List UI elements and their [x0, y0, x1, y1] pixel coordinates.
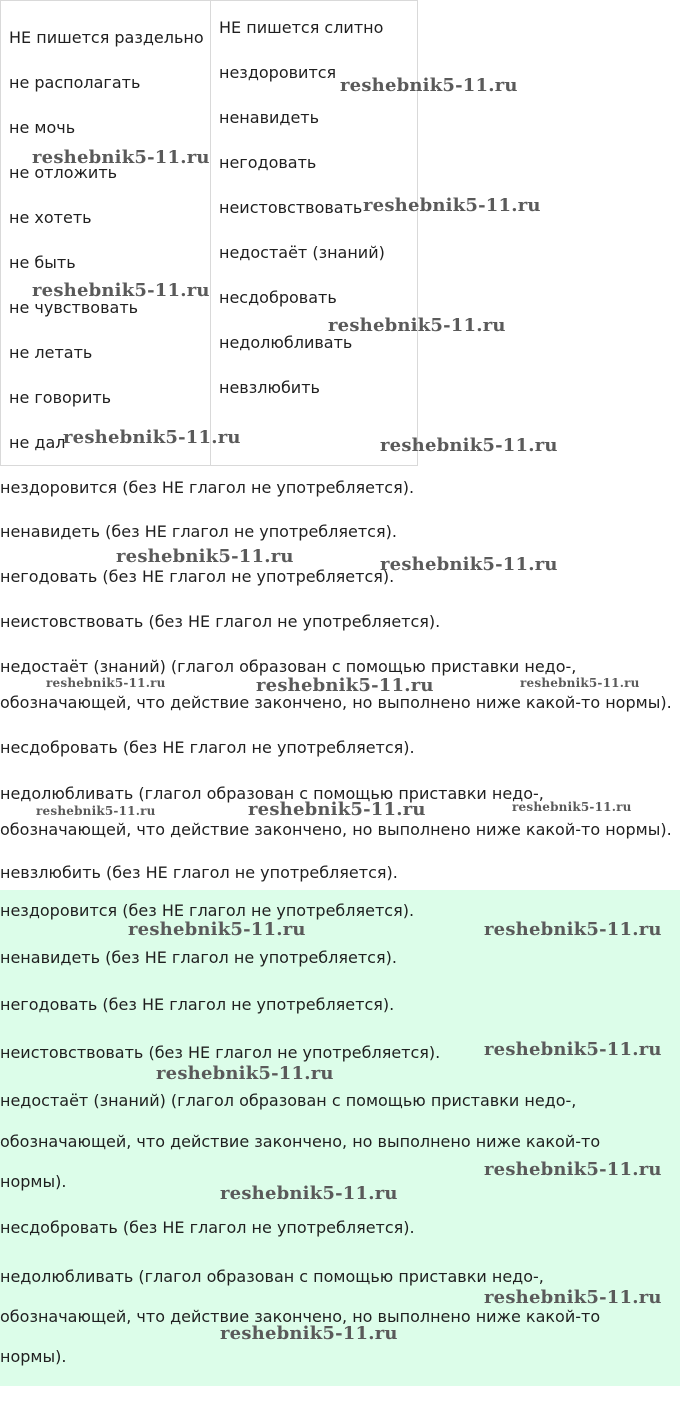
watermark: reshebnik5-11.ru — [484, 1159, 662, 1180]
watermark: reshebnik5-11.ru — [340, 75, 518, 96]
watermark: reshebnik5-11.ru — [380, 435, 558, 456]
left-cell: не дал — [9, 433, 66, 452]
explanation-line: нездоровится (без НЕ глагол не употребляется). — [0, 478, 415, 497]
explanation-line: недостаёт (знаний) (глагол образован с помощью приставки недо-, — [0, 657, 577, 676]
watermark: reshebnik5-11.ru — [520, 676, 640, 690]
answer-line: нормы). — [0, 1347, 67, 1366]
right-cell: недолюбливать — [219, 333, 353, 352]
watermark: reshebnik5-11.ru — [484, 919, 662, 940]
answer-line: нездоровится (без НЕ глагол не употребляется). — [0, 901, 415, 920]
explanation-line: обозначающей, что действие закончено, но выполнено ниже какой-то нормы). — [0, 693, 672, 712]
explanation-line: ненавидеть (без НЕ глагол не употребляется). — [0, 522, 397, 541]
right-cell: недостаёт (знаний) — [219, 243, 385, 262]
left-header: НЕ пишется раздельно — [9, 28, 204, 47]
left-cell: не чувствовать — [9, 298, 139, 317]
watermark: reshebnik5-11.ru — [36, 804, 156, 818]
answer-line: несдобровать (без НЕ глагол не употребляется). — [0, 1218, 415, 1237]
watermark: reshebnik5-11.ru — [328, 315, 506, 336]
right-cell: неистовствовать — [219, 198, 363, 217]
watermark: reshebnik5-11.ru — [32, 147, 210, 168]
answer-line: недолюбливать (глагол образован с помощью приставки недо-, — [0, 1267, 544, 1286]
left-cell: не летать — [9, 343, 93, 362]
answer-line: ненавидеть (без НЕ глагол не употребляется). — [0, 948, 397, 967]
watermark: reshebnik5-11.ru — [363, 195, 541, 216]
explanation-line: неистовствовать (без НЕ глагол не употребляется). — [0, 612, 441, 631]
right-cell: невзлюбить — [219, 378, 320, 397]
answer-line: негодовать (без НЕ глагол не употребляется). — [0, 995, 395, 1014]
left-cell: не мочь — [9, 118, 76, 137]
answer-line: обозначающей, что действие закончено, но выполнено ниже какой-то — [0, 1132, 601, 1151]
watermark: reshebnik5-11.ru — [220, 1323, 398, 1344]
right-header: НЕ пишется слитно — [219, 18, 384, 37]
watermark: reshebnik5-11.ru — [248, 799, 426, 820]
watermark: reshebnik5-11.ru — [484, 1287, 662, 1308]
word-table — [0, 0, 418, 466]
answer-line: недостаёт (знаний) (глагол образован с помощью приставки недо-, — [0, 1091, 577, 1110]
watermark: reshebnik5-11.ru — [380, 554, 558, 575]
watermark: reshebnik5-11.ru — [128, 919, 306, 940]
column-divider — [210, 1, 211, 465]
answer-block — [0, 890, 680, 1386]
explanation-line: обозначающей, что действие закончено, но выполнено ниже какой-то нормы). — [0, 820, 672, 839]
explanation-line: несдобровать (без НЕ глагол не употребляется). — [0, 738, 415, 757]
watermark: reshebnik5-11.ru — [256, 675, 434, 696]
watermark: reshebnik5-11.ru — [484, 1039, 662, 1060]
watermark: reshebnik5-11.ru — [220, 1183, 398, 1204]
left-cell: не быть — [9, 253, 76, 272]
watermark: reshebnik5-11.ru — [512, 800, 632, 814]
watermark: reshebnik5-11.ru — [63, 427, 241, 448]
explanation-line: невзлюбить (без НЕ глагол не употребляется). — [0, 863, 398, 882]
left-cell: не располагать — [9, 73, 141, 92]
left-cell: не отложить — [9, 163, 118, 182]
right-cell: негодовать — [219, 153, 317, 172]
answer-line: нормы). — [0, 1172, 67, 1191]
watermark: reshebnik5-11.ru — [116, 546, 294, 567]
left-cell: не хотеть — [9, 208, 92, 227]
explanation-line: негодовать (без НЕ глагол не употребляется). — [0, 567, 395, 586]
left-cell: не говорить — [9, 388, 112, 407]
right-cell: ненавидеть — [219, 108, 320, 127]
watermark: reshebnik5-11.ru — [46, 676, 166, 690]
answer-line: обозначающей, что действие закончено, но выполнено ниже какой-то — [0, 1307, 601, 1326]
watermark: reshebnik5-11.ru — [32, 280, 210, 301]
explanation-line: недолюбливать (глагол образован с помощью приставки недо-, — [0, 784, 544, 803]
answer-line: неистовствовать (без НЕ глагол не употребляется). — [0, 1043, 441, 1062]
watermark: reshebnik5-11.ru — [156, 1063, 334, 1084]
right-cell: нездоровится — [219, 63, 337, 82]
right-cell: несдобровать — [219, 288, 337, 307]
